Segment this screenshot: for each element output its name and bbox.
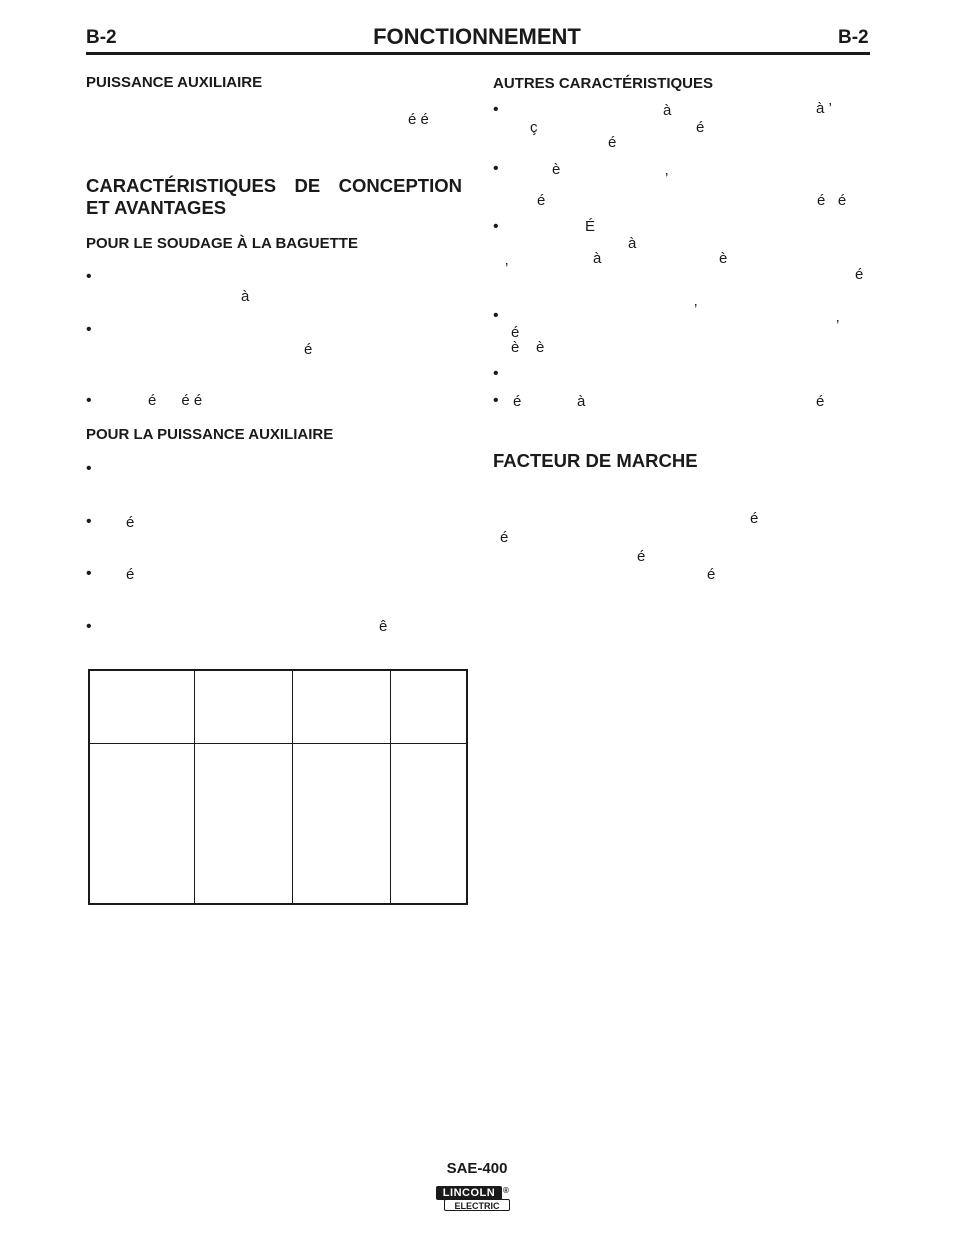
aux-bullet-3: • — [86, 565, 92, 582]
page-code-left: B-2 — [86, 27, 117, 48]
other-item-1-glyph: ç — [530, 119, 538, 136]
other-item-2-glyph: é é — [817, 192, 847, 209]
other-item-6-glyph: à — [577, 393, 586, 410]
other-item-4-glyph: è è — [511, 339, 545, 356]
stick-bullet-1: • — [86, 268, 92, 285]
other-item-3-glyph: É — [585, 218, 596, 235]
stick-item-2-text: é — [304, 341, 313, 358]
other-item-4-glyph: é — [511, 324, 520, 341]
other-bullet-5: • — [493, 365, 499, 382]
table-header-row — [89, 670, 467, 743]
header-rule — [86, 52, 870, 55]
other-item-3-glyph: à — [593, 250, 602, 267]
other-item-3-glyph: è — [719, 250, 728, 267]
table-cell — [195, 743, 293, 904]
table-row — [89, 743, 467, 904]
other-item-2-glyph: é — [537, 192, 546, 209]
logo-registered-mark: ® — [503, 1186, 509, 1195]
duty-cycle-glyph: é — [500, 529, 509, 546]
features-heading-line2: ET AVANTAGES — [86, 197, 227, 218]
features-heading-line1: CARACTÉRISTIQUES DE CONCEPTION — [86, 175, 462, 196]
other-item-6-glyph: é — [816, 393, 825, 410]
other-item-1-glyph: é — [696, 119, 705, 136]
other-bullet-3: • — [493, 218, 499, 235]
aux-bullet-2: • — [86, 513, 92, 530]
aux-heading: POUR LA PUISSANCE AUXILIAIRE — [86, 426, 334, 443]
table-header-cell — [195, 670, 293, 743]
other-item-3-glyph: é — [855, 266, 864, 283]
logo-top-text: LINCOLN — [436, 1186, 502, 1200]
other-bullet-2: • — [493, 160, 499, 177]
other-bullet-6: • — [493, 392, 499, 409]
page-code-right: B-2 — [838, 27, 869, 48]
aux-bullet-4: • — [86, 618, 92, 635]
table-header-cell — [293, 670, 391, 743]
table-cell — [293, 743, 391, 904]
table-cell — [89, 743, 195, 904]
stick-item-1-text: à — [241, 288, 250, 305]
aux-item-2-text: é — [126, 514, 135, 531]
other-item-3-glyph: à — [628, 235, 637, 252]
model-number: SAE-400 — [446, 1160, 508, 1177]
duty-cycle-heading: FACTEUR DE MARCHE — [493, 450, 698, 471]
stick-bullet-3: • — [86, 392, 92, 409]
aux-power-text: é é — [408, 111, 429, 128]
stick-item-3-text: é é é — [148, 392, 203, 409]
other-item-6-glyph: é — [513, 393, 522, 410]
other-item-4-glyph: ’ — [836, 317, 840, 334]
other-item-1-glyph: é — [608, 134, 617, 151]
aux-item-4-text: ê — [379, 618, 388, 635]
duty-cycle-glyph: é — [707, 566, 716, 583]
stick-heading: POUR LE SOUDAGE À LA BAGUETTE — [86, 235, 358, 252]
logo-bottom-text: ELECTRIC — [444, 1199, 510, 1211]
page-title: FONCTIONNEMENT — [373, 24, 581, 49]
lincoln-electric-logo — [436, 1186, 511, 1212]
other-item-3-glyph: ’ — [505, 260, 509, 277]
stick-bullet-2: • — [86, 321, 92, 338]
other-item-2-glyph: è — [552, 161, 561, 178]
aux-bullet-1: • — [86, 460, 92, 477]
other-bullet-4: • — [493, 307, 499, 324]
other-bullet-1: • — [493, 101, 499, 118]
table-header-cell — [89, 670, 195, 743]
other-heading: AUTRES CARACTÉRISTIQUES — [493, 75, 714, 92]
table-header-cell — [391, 670, 468, 743]
other-item-4-glyph: ’ — [694, 301, 698, 318]
table-cell — [391, 743, 468, 904]
duty-cycle-glyph: é — [637, 548, 646, 565]
other-item-1-glyph: à — [663, 102, 672, 119]
aux-item-3-text: é — [126, 566, 135, 583]
duty-cycle-glyph: é — [750, 510, 759, 527]
other-item-1-glyph: à ’ — [816, 100, 832, 117]
spec-table — [88, 669, 468, 905]
aux-power-heading: PUISSANCE AUXILIAIRE — [86, 74, 263, 91]
other-item-2-glyph: ’ — [665, 170, 669, 187]
